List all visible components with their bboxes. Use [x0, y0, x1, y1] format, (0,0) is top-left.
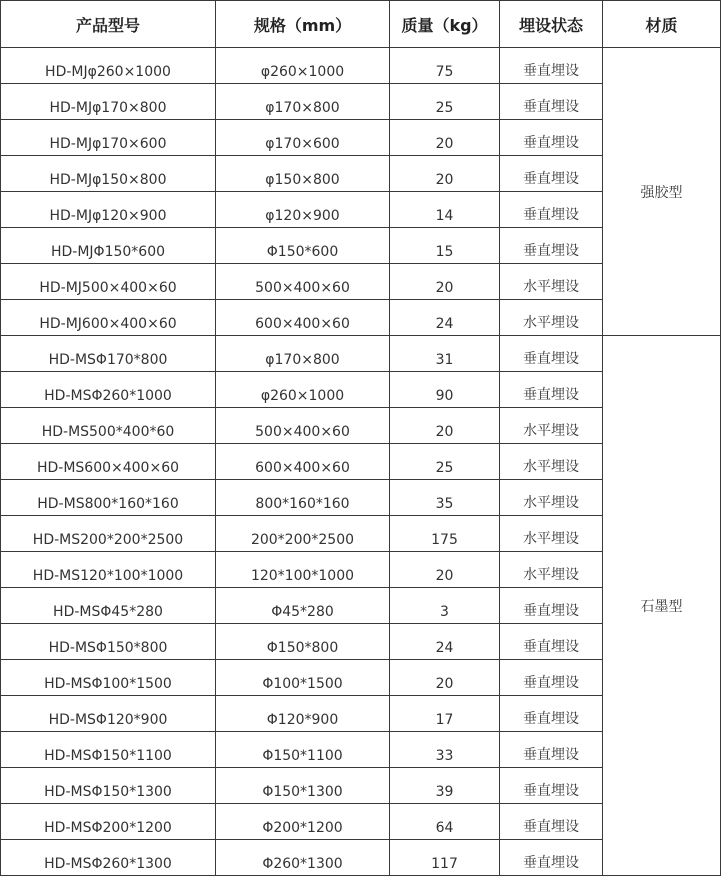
cell-spec: φ170×800 — [216, 336, 390, 372]
cell-spec: φ260×1000 — [216, 372, 390, 408]
cell-weight: 33 — [390, 732, 500, 768]
cell-burial-state: 垂直埋设 — [500, 732, 603, 768]
cell-model: HD-MJφ120×900 — [1, 192, 216, 228]
cell-burial-state: 垂直埋设 — [500, 228, 603, 264]
cell-weight: 20 — [390, 408, 500, 444]
cell-model: HD-MSΦ150*1100 — [1, 732, 216, 768]
cell-weight: 3 — [390, 588, 500, 624]
cell-spec: Φ150*600 — [216, 228, 390, 264]
header-row — [1, 1, 721, 48]
cell-spec: φ260×1000 — [216, 48, 390, 84]
cell-model: HD-MS500*400*60 — [1, 408, 216, 444]
cell-spec: 800*160*160 — [216, 480, 390, 516]
cell-burial-state: 垂直埋设 — [500, 336, 603, 372]
cell-burial-state: 垂直埋设 — [500, 84, 603, 120]
cell-burial-state: 垂直埋设 — [500, 192, 603, 228]
cell-spec: Φ150*1300 — [216, 768, 390, 804]
cell-model: HD-MJφ150×800 — [1, 156, 216, 192]
table-row — [1, 48, 721, 84]
cell-weight: 15 — [390, 228, 500, 264]
cell-weight: 64 — [390, 804, 500, 840]
cell-weight: 20 — [390, 120, 500, 156]
cell-model: HD-MJ600×400×60 — [1, 300, 216, 336]
cell-spec: φ120×900 — [216, 192, 390, 228]
cell-weight: 117 — [390, 840, 500, 876]
cell-burial-state: 水平埋设 — [500, 444, 603, 480]
cell-spec: 600×400×60 — [216, 444, 390, 480]
cell-burial-state: 垂直埋设 — [500, 768, 603, 804]
cell-spec: φ150×800 — [216, 156, 390, 192]
cell-model: HD-MS800*160*160 — [1, 480, 216, 516]
cell-spec: Φ120*900 — [216, 696, 390, 732]
cell-material-group-1: 强胶型 — [603, 48, 721, 336]
cell-weight: 39 — [390, 768, 500, 804]
cell-spec: 120*100*1000 — [216, 552, 390, 588]
cell-spec: Φ150*1100 — [216, 732, 390, 768]
cell-weight: 17 — [390, 696, 500, 732]
cell-weight: 24 — [390, 300, 500, 336]
cell-weight: 14 — [390, 192, 500, 228]
cell-material-group-2: 石墨型 — [603, 336, 721, 876]
cell-burial-state: 水平埋设 — [500, 408, 603, 444]
cell-burial-state: 水平埋设 — [500, 300, 603, 336]
cell-spec: 500×400×60 — [216, 408, 390, 444]
cell-model: HD-MJφ260×1000 — [1, 48, 216, 84]
cell-burial-state: 垂直埋设 — [500, 156, 603, 192]
cell-burial-state: 水平埋设 — [500, 552, 603, 588]
header-weight: 质量（kg） — [390, 1, 500, 48]
cell-burial-state: 水平埋设 — [500, 480, 603, 516]
cell-model: HD-MJΦ150*600 — [1, 228, 216, 264]
cell-weight: 175 — [390, 516, 500, 552]
header-burial-state: 埋设状态 — [500, 1, 603, 48]
cell-model: HD-MS200*200*2500 — [1, 516, 216, 552]
header-model: 产品型号 — [1, 1, 216, 48]
cell-model: HD-MSΦ120*900 — [1, 696, 216, 732]
cell-spec: Φ150*800 — [216, 624, 390, 660]
cell-burial-state: 水平埋设 — [500, 516, 603, 552]
cell-weight: 75 — [390, 48, 500, 84]
cell-model: HD-MSΦ45*280 — [1, 588, 216, 624]
cell-burial-state: 垂直埋设 — [500, 624, 603, 660]
cell-burial-state: 垂直埋设 — [500, 696, 603, 732]
header-spec: 规格（mm） — [216, 1, 390, 48]
cell-spec: 600×400×60 — [216, 300, 390, 336]
cell-burial-state: 垂直埋设 — [500, 588, 603, 624]
cell-weight: 24 — [390, 624, 500, 660]
cell-spec: Φ100*1500 — [216, 660, 390, 696]
cell-burial-state: 垂直埋设 — [500, 840, 603, 876]
cell-weight: 25 — [390, 444, 500, 480]
cell-model: HD-MS600×400×60 — [1, 444, 216, 480]
cell-burial-state: 垂直埋设 — [500, 120, 603, 156]
cell-spec: φ170×600 — [216, 120, 390, 156]
cell-spec: 200*200*2500 — [216, 516, 390, 552]
cell-weight: 20 — [390, 156, 500, 192]
cell-spec: 500×400×60 — [216, 264, 390, 300]
cell-burial-state: 垂直埋设 — [500, 48, 603, 84]
header-material: 材质 — [603, 1, 721, 48]
cell-model: HD-MJφ170×600 — [1, 120, 216, 156]
cell-burial-state: 垂直埋设 — [500, 660, 603, 696]
cell-spec: Φ260*1300 — [216, 840, 390, 876]
cell-model: HD-MSΦ100*1500 — [1, 660, 216, 696]
cell-spec: φ170×800 — [216, 84, 390, 120]
cell-model: HD-MJφ170×800 — [1, 84, 216, 120]
cell-spec: Φ200*1200 — [216, 804, 390, 840]
cell-model: HD-MSΦ150*800 — [1, 624, 216, 660]
cell-model: HD-MSΦ170*800 — [1, 336, 216, 372]
table-row — [1, 336, 721, 372]
cell-model: HD-MSΦ200*1200 — [1, 804, 216, 840]
cell-burial-state: 垂直埋设 — [500, 804, 603, 840]
cell-model: HD-MSΦ150*1300 — [1, 768, 216, 804]
cell-weight: 20 — [390, 552, 500, 588]
cell-model: HD-MS120*100*1000 — [1, 552, 216, 588]
cell-weight: 90 — [390, 372, 500, 408]
cell-weight: 31 — [390, 336, 500, 372]
cell-burial-state: 水平埋设 — [500, 264, 603, 300]
cell-weight: 20 — [390, 264, 500, 300]
table-body — [1, 48, 721, 876]
cell-spec: Φ45*280 — [216, 588, 390, 624]
cell-weight: 25 — [390, 84, 500, 120]
cell-burial-state: 垂直埋设 — [500, 372, 603, 408]
cell-model: HD-MSΦ260*1300 — [1, 840, 216, 876]
cell-model: HD-MJ500×400×60 — [1, 264, 216, 300]
cell-model: HD-MSΦ260*1000 — [1, 372, 216, 408]
cell-weight: 35 — [390, 480, 500, 516]
cell-weight: 20 — [390, 660, 500, 696]
